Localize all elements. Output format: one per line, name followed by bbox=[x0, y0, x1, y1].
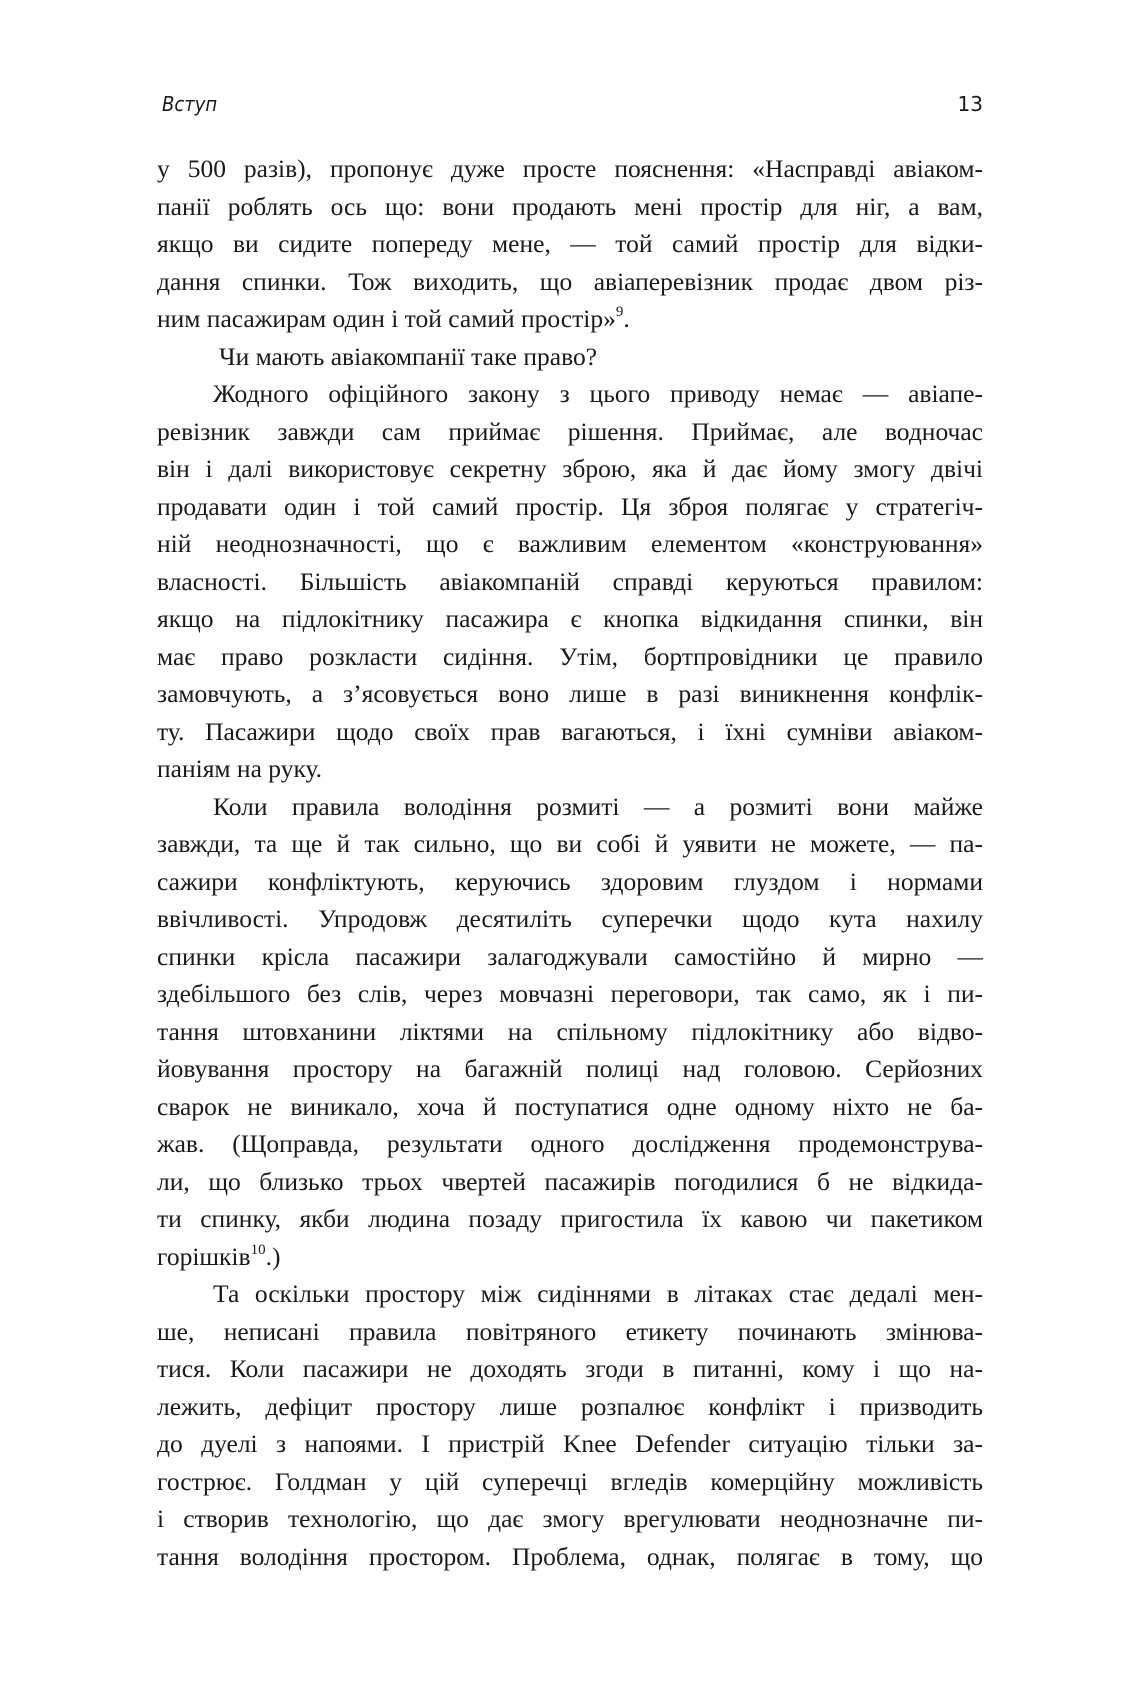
footnote-ref[interactable]: 9 bbox=[615, 304, 624, 320]
paragraph bbox=[157, 1275, 983, 1575]
text-line: завжди, та ще й так сильно, що ви собі й уявити не можете, — па- bbox=[157, 829, 983, 858]
text-line: має право розкласти сидіння. Утім, бортпровідники це правило bbox=[157, 641, 983, 671]
text-line: жав. (Щоправда, результати одного дослідження продемонструва- bbox=[157, 1129, 983, 1158]
paragraph bbox=[157, 150, 983, 338]
text-line bbox=[157, 1238, 983, 1276]
text-line: до дуелі з напоями. І пристрій Knee Defender ситуацію тільки за- bbox=[157, 1429, 983, 1458]
text-line: йовування простору на багажній полиці над головою. Серйозних bbox=[157, 1054, 983, 1083]
text-line: сварок не виникало, хоча й поступатися одне одному ніхто не ба- bbox=[157, 1091, 983, 1121]
text-line: паніям на руку. bbox=[157, 754, 323, 783]
text-line: ревізник завжди сам приймає рішення. Приймає, але водночас bbox=[157, 416, 983, 446]
text-line: Жодного офіційного закону з цього приводу немає — авіапе- bbox=[213, 379, 983, 408]
text-line-tail: . bbox=[623, 304, 630, 333]
text-line: Чи мають авіакомпанії таке право? bbox=[219, 341, 598, 371]
text-line: Та оскільки простору між сидіннями в літаках стає дедалі мен- bbox=[213, 1279, 983, 1308]
text-line: ти спинку, якби людина позаду пригостила їх кавою чи пакетиком bbox=[157, 1204, 983, 1233]
running-header bbox=[157, 88, 983, 120]
page-number: 13 bbox=[957, 92, 983, 116]
text-line: ше, неписані правила повітряного етикету починають змінюва- bbox=[157, 1316, 983, 1346]
footnote-ref[interactable]: 10 bbox=[250, 1241, 266, 1258]
text-line-tail: .) bbox=[265, 1241, 281, 1271]
text-line: якщо на підлокітнику пасажира є кнопка відкидання спинки, він bbox=[157, 604, 983, 633]
text-line: замовчують, а з’ясовується воно лише в разі виникнення конфлік- bbox=[157, 679, 983, 708]
text-line bbox=[157, 300, 983, 338]
text-line: сажири конфліктують, керуючись здоровим глуздом і нормами bbox=[157, 866, 983, 896]
text-line: тання штовханини ліктями на спільному підлокітнику або відво- bbox=[157, 1016, 983, 1046]
text-line: він і далі використовує секретну зброю, яка й дає йому змогу двічі bbox=[157, 454, 983, 483]
text-line: продавати один і той самий простір. Ця зброя полягає у стратегіч- bbox=[157, 491, 983, 521]
text-line: лежить, дефіцит простору лише розпалює конфлікт і призводить bbox=[157, 1391, 983, 1421]
text-line: ту. Пасажири щодо своїх прав вагаються, і їхні сумніви авіаком- bbox=[157, 716, 983, 746]
text-line: ній неоднозначності, що є важливим елементом «конструювання» bbox=[157, 529, 983, 558]
text-line: тися. Коли пасажири не доходять згоди в питанні, кому і що на- bbox=[157, 1354, 983, 1383]
text-line: якщо ви сидите попереду мене, — той самий простір для відки- bbox=[157, 229, 983, 258]
text-line: спинки крісла пасажири залагоджували самостійно й мирно — bbox=[157, 941, 983, 971]
text-line-content: ним пасажирам один і той самий простір» bbox=[157, 304, 616, 333]
text-line: гострює. Голдман у цій суперечці вгледів комерційну можливість bbox=[157, 1466, 983, 1496]
text-line: дання спинки. Тож виходить, що авіаперевізник продає двом різ- bbox=[157, 266, 983, 296]
text-line-content: горішків bbox=[157, 1241, 251, 1271]
text-line: здебільшого без слів, через мовчазні переговори, так само, як і пи- bbox=[157, 979, 983, 1008]
text-line: Коли правила володіння розмиті — а розмиті вони майже bbox=[213, 791, 983, 821]
text-line: власності. Більшість авіакомпаній справді керуються правилом: bbox=[157, 566, 983, 596]
text-line: панії роблять ось що: вони продають мені простір для ніг, а вам, bbox=[157, 191, 983, 221]
paragraph bbox=[157, 338, 983, 376]
page-body bbox=[157, 150, 983, 1575]
paragraph bbox=[157, 375, 983, 788]
section-title: Вступ bbox=[162, 92, 218, 116]
text-line: у 500 разів), пропонує дуже просте пояснення: «Насправді авіаком- bbox=[157, 154, 983, 183]
text-line: і створив технологію, що дає змогу врегулювати неоднозначне пи- bbox=[157, 1504, 983, 1533]
text-line: ли, що близько трьох чвертей пасажирів погодилися б не відкида- bbox=[157, 1166, 983, 1196]
text-line: тання володіння простором. Проблема, однак, полягає в тому, що bbox=[157, 1541, 983, 1571]
text-line: ввічливості. Упродовж десятиліть суперечки щодо кута нахилу bbox=[157, 904, 983, 933]
paragraph bbox=[157, 788, 983, 1276]
